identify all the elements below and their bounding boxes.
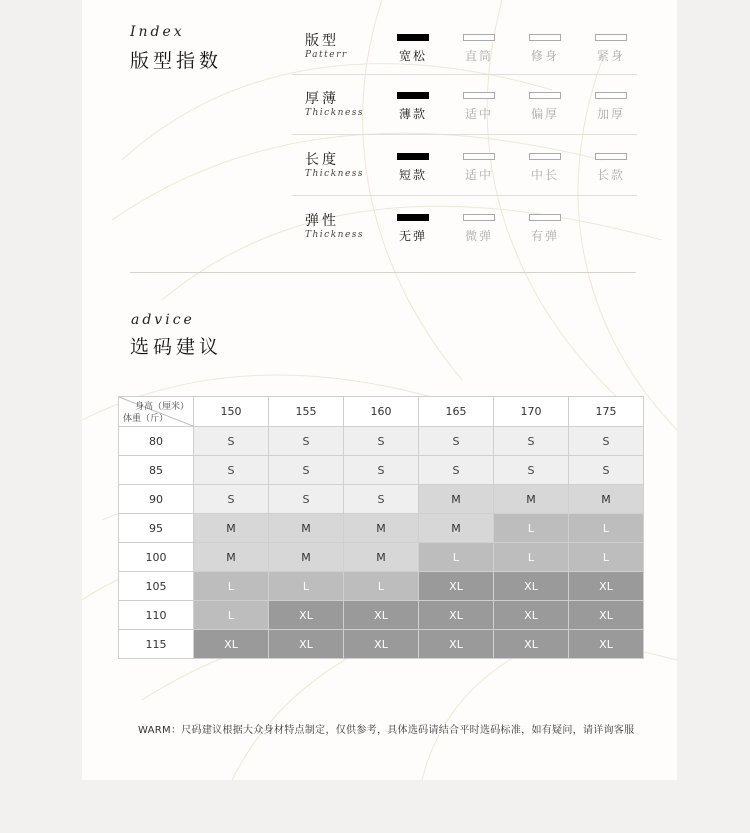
- table-corner-header: [119, 397, 194, 427]
- weight-cell: 110: [119, 601, 194, 630]
- indicator-bar: [463, 214, 495, 221]
- indicator-bar: [463, 34, 495, 41]
- size-chart-table: [118, 396, 644, 659]
- size-cell: S: [494, 456, 569, 485]
- advice-title-en: advice: [131, 312, 195, 328]
- attribute-name: 厚薄: [305, 91, 339, 107]
- attribute-subtitle: Thickness: [305, 108, 365, 118]
- size-cell: XL: [569, 572, 644, 601]
- size-cell: XL: [269, 601, 344, 630]
- option: [458, 34, 500, 64]
- size-cell: S: [344, 427, 419, 456]
- size-cell: M: [269, 514, 344, 543]
- size-cell: M: [419, 514, 494, 543]
- section-divider: [130, 272, 636, 273]
- option: [458, 214, 500, 244]
- option: [458, 153, 500, 183]
- attribute-row-pattern: [292, 30, 637, 75]
- option-label: 直筒: [464, 49, 493, 63]
- indicator-bar: [397, 34, 429, 41]
- size-cell: XL: [494, 601, 569, 630]
- size-cell: M: [419, 485, 494, 514]
- option-selected: [392, 34, 434, 64]
- attribute-subtitle: Thickness: [305, 169, 365, 179]
- size-cell: XL: [419, 572, 494, 601]
- table-row: [119, 630, 644, 659]
- height-axis-label: 身高（厘米）: [134, 402, 189, 412]
- size-cell: L: [494, 514, 569, 543]
- size-cell: M: [494, 485, 569, 514]
- attribute-row-length: [292, 149, 637, 196]
- height-header-cell: 170: [494, 397, 569, 427]
- option-label: 加厚: [596, 107, 625, 121]
- indicator-bar: [529, 34, 561, 41]
- advice-title-cn: 选码建议: [130, 336, 223, 358]
- table-row: [119, 572, 644, 601]
- weight-axis-label: 体重（斤）: [123, 414, 169, 424]
- size-cell: S: [269, 427, 344, 456]
- attribute-name: 弹性: [305, 213, 339, 229]
- size-cell: S: [194, 427, 269, 456]
- size-cell: S: [344, 485, 419, 514]
- table-row: [119, 456, 644, 485]
- option-label: 长款: [596, 168, 625, 182]
- indicator-bar: [595, 34, 627, 41]
- size-cell: S: [344, 456, 419, 485]
- attribute-name: 版型: [305, 33, 339, 49]
- size-cell: S: [569, 456, 644, 485]
- size-cell: M: [194, 543, 269, 572]
- weight-cell: 80: [119, 427, 194, 456]
- option-label: 偏厚: [530, 107, 559, 121]
- attribute-row-thickness: [292, 88, 637, 135]
- size-cell: L: [194, 601, 269, 630]
- weight-cell: 115: [119, 630, 194, 659]
- size-cell: XL: [269, 630, 344, 659]
- option: [590, 153, 632, 183]
- size-cell: M: [344, 543, 419, 572]
- size-cell: XL: [419, 630, 494, 659]
- size-cell: S: [569, 427, 644, 456]
- option-label: 修身: [530, 49, 559, 63]
- weight-cell: 90: [119, 485, 194, 514]
- size-cell: XL: [344, 630, 419, 659]
- size-cell: S: [269, 485, 344, 514]
- height-header-cell: 175: [569, 397, 644, 427]
- height-header-cell: 160: [344, 397, 419, 427]
- size-cell: XL: [569, 601, 644, 630]
- size-cell: M: [269, 543, 344, 572]
- table-row: [119, 427, 644, 456]
- size-cell: S: [419, 427, 494, 456]
- indicator-bar: [397, 214, 429, 221]
- option-label: 薄款: [398, 107, 427, 121]
- size-cell: S: [419, 456, 494, 485]
- size-cell: L: [344, 572, 419, 601]
- size-cell: M: [194, 514, 269, 543]
- size-cell: M: [569, 485, 644, 514]
- option-selected: [392, 92, 434, 122]
- table-row: [119, 601, 644, 630]
- size-cell: L: [569, 543, 644, 572]
- option-label: 无弹: [398, 229, 427, 243]
- option-label: 适中: [464, 168, 493, 182]
- weight-cell: 95: [119, 514, 194, 543]
- size-cell: L: [494, 543, 569, 572]
- option-label: 短款: [398, 168, 427, 182]
- size-cell: XL: [344, 601, 419, 630]
- table-row: [119, 543, 644, 572]
- option: [524, 92, 566, 122]
- size-cell: XL: [194, 630, 269, 659]
- option-label: 紧身: [596, 49, 625, 63]
- indicator-bar: [595, 92, 627, 99]
- attribute-row-elasticity: [292, 210, 637, 256]
- size-cell: S: [194, 485, 269, 514]
- option-label: 有弹: [530, 229, 559, 243]
- index-title-cn: 版型指数: [130, 50, 223, 72]
- option-label: 中长: [530, 168, 559, 182]
- size-cell: XL: [494, 630, 569, 659]
- indicator-bar: [463, 153, 495, 160]
- option: [458, 92, 500, 122]
- size-cell: S: [494, 427, 569, 456]
- size-cell: XL: [494, 572, 569, 601]
- indicator-bar: [463, 92, 495, 99]
- option: [590, 92, 632, 122]
- height-header-row: [119, 397, 644, 427]
- weight-cell: 100: [119, 543, 194, 572]
- height-header-cell: 155: [269, 397, 344, 427]
- size-cell: XL: [419, 601, 494, 630]
- option: [590, 34, 632, 64]
- option-selected: [392, 214, 434, 244]
- size-cell: S: [269, 456, 344, 485]
- option-label: 微弹: [464, 229, 493, 243]
- attribute-subtitle: Patterr: [305, 50, 348, 60]
- indicator-bar: [595, 153, 627, 160]
- size-cell: S: [194, 456, 269, 485]
- size-cell: M: [344, 514, 419, 543]
- option-label: 适中: [464, 107, 493, 121]
- weight-cell: 85: [119, 456, 194, 485]
- size-cell: L: [194, 572, 269, 601]
- indicator-bar: [529, 92, 561, 99]
- size-table-body: [119, 427, 644, 659]
- indicator-bar: [529, 153, 561, 160]
- table-row: [119, 514, 644, 543]
- attribute-name: 长度: [305, 152, 339, 168]
- size-cell: XL: [569, 630, 644, 659]
- index-title-en: Index: [130, 24, 185, 40]
- option: [524, 153, 566, 183]
- indicator-bar: [397, 153, 429, 160]
- indicator-bar: [529, 214, 561, 221]
- height-header-cell: 150: [194, 397, 269, 427]
- option: [524, 214, 566, 244]
- size-cell: L: [269, 572, 344, 601]
- content-panel: [82, 0, 677, 780]
- option-selected: [392, 153, 434, 183]
- sizing-note: WARM：尺码建议根据大众身材特点制定，仅供参考，具体选码请结合平时选码标准，如有疑问，请详询客服: [138, 725, 635, 736]
- attribute-subtitle: Thickness: [305, 230, 365, 240]
- size-cell: L: [569, 514, 644, 543]
- option-label: 宽松: [398, 49, 427, 63]
- indicator-bar: [397, 92, 429, 99]
- table-row: [119, 485, 644, 514]
- size-cell: L: [419, 543, 494, 572]
- weight-cell: 105: [119, 572, 194, 601]
- option: [524, 34, 566, 64]
- height-header-cell: 165: [419, 397, 494, 427]
